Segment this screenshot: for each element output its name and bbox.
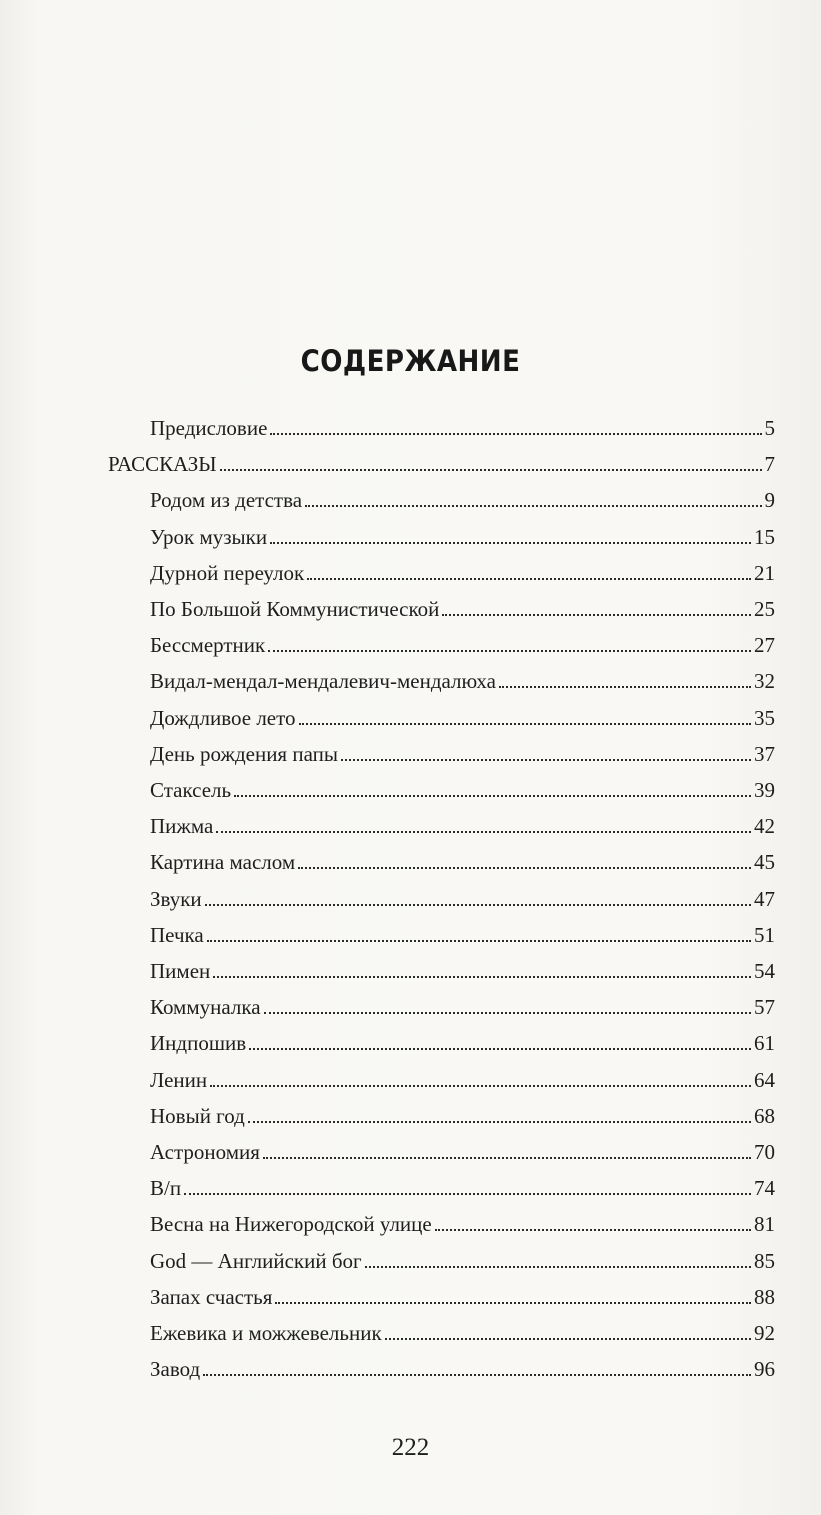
toc-leader-dots — [270, 433, 761, 435]
toc-entry-title: Весна на Нижегородской улице — [150, 1212, 432, 1237]
toc-entry-title: Индпошив — [150, 1031, 247, 1056]
toc-entry-title: Завод — [150, 1357, 201, 1382]
toc-leader-dots — [499, 686, 751, 688]
toc-entry-page: 92 — [754, 1321, 775, 1345]
toc-entry-page: 37 — [754, 741, 775, 766]
toc-entry-title: Предисловие — [150, 416, 268, 440]
toc-entry-page: 51 — [754, 922, 775, 947]
toc-entry-page: 64 — [754, 1067, 775, 1092]
toc-entry-title: Коммуналка — [150, 995, 261, 1020]
toc-entry-page: 7 — [764, 452, 775, 477]
toc-leader-dots — [442, 614, 751, 616]
toc-entry — [150, 1315, 775, 1345]
toc-entry-page: 81 — [754, 1212, 775, 1237]
toc-entry-page: 25 — [754, 597, 775, 621]
toc-leader-dots — [210, 1085, 751, 1087]
toc-entry-page: 42 — [754, 814, 775, 839]
toc-entry — [150, 953, 775, 983]
toc-entry — [150, 1279, 775, 1309]
toc-leader-dots — [249, 1048, 751, 1050]
toc-entry-title: God — Английский бог — [150, 1248, 362, 1273]
toc-entry — [150, 917, 775, 947]
toc-entry — [150, 772, 775, 802]
toc-leader-dots — [248, 1121, 751, 1123]
toc-entry-page: 32 — [754, 669, 775, 694]
toc-entry-title: Запах счастья — [150, 1284, 273, 1309]
toc-entry — [150, 410, 775, 440]
toc-entry-page: 47 — [754, 886, 775, 911]
toc-entry — [150, 1098, 775, 1128]
toc-entry-page: 96 — [754, 1357, 775, 1382]
toc-entry — [150, 482, 775, 512]
toc-leader-dots — [220, 469, 762, 471]
toc-entry-page: 74 — [754, 1176, 775, 1201]
toc-entry-title: Звуки — [150, 886, 202, 911]
toc-leader-dots — [207, 940, 751, 942]
toc-entry-title: Видал-мендал-мендалевич-мендалюха — [150, 669, 496, 694]
toc-entry-page: 9 — [764, 488, 775, 513]
toc-entry-title: По Большой Коммунистической — [150, 597, 440, 621]
toc-entry — [150, 736, 775, 766]
toc-entry-title: РАССКАЗЫ — [108, 452, 217, 477]
toc-entry — [150, 1243, 775, 1273]
toc-entry-title: Печка — [150, 922, 204, 947]
toc-entry-title: Урок музыки — [150, 524, 268, 549]
toc-entry-page: 88 — [754, 1284, 775, 1309]
toc-entry-page: 27 — [754, 633, 775, 658]
toc-leader-dots — [307, 578, 751, 580]
toc-entry — [150, 555, 775, 585]
toc-entry-title: Дурной переулок — [150, 560, 305, 585]
toc-entry — [150, 1351, 775, 1381]
toc-entry-title: Картина маслом — [150, 850, 296, 875]
toc-leader-dots — [234, 795, 751, 797]
toc-entry-title: Новый год — [150, 1103, 245, 1128]
toc-leader-dots — [264, 1012, 751, 1014]
page-title: СОДЕРЖАНИЕ — [300, 344, 521, 378]
toc-entry-page: 57 — [754, 995, 775, 1020]
toc-leader-dots — [299, 723, 751, 725]
toc-leader-dots — [275, 1302, 751, 1304]
toc-entry — [150, 1062, 775, 1092]
toc-entry-page: 85 — [754, 1248, 775, 1273]
toc-entry — [150, 627, 775, 657]
toc-leader-dots — [365, 1266, 751, 1268]
toc-entry — [150, 808, 775, 838]
toc-entry — [150, 591, 775, 621]
toc-entry — [150, 1134, 775, 1164]
toc-entry-page: 21 — [754, 560, 775, 585]
toc-leader-dots — [270, 542, 751, 544]
toc-entry-page: 15 — [754, 524, 775, 549]
toc-entry — [108, 446, 775, 476]
toc-entry — [150, 989, 775, 1019]
toc-entry-page: 54 — [754, 959, 775, 983]
toc-entry — [150, 881, 775, 911]
toc-leader-dots — [385, 1338, 751, 1340]
toc-entry-page: 70 — [754, 1140, 775, 1164]
toc-leader-dots — [205, 904, 751, 906]
toc-entry — [150, 1170, 775, 1200]
toc-entry-page: 35 — [754, 705, 775, 730]
toc-leader-dots — [298, 867, 751, 869]
toc-entry-title: Дождливое лето — [150, 705, 296, 730]
toc-entry-title: Ленин — [150, 1067, 208, 1092]
toc-entry-title: Ежевика и можжевельник — [150, 1321, 382, 1345]
toc-entry — [150, 663, 775, 693]
toc-entry-title: В/п — [150, 1176, 182, 1201]
toc-entry-title: Пижма — [150, 814, 214, 839]
toc-leader-dots — [203, 1374, 751, 1376]
toc-entry-title: Астрономия — [150, 1140, 260, 1164]
toc-entry — [150, 844, 775, 874]
toc-leader-dots — [341, 759, 751, 761]
toc-entry-page: 5 — [764, 416, 775, 440]
toc-leader-dots — [305, 505, 761, 507]
toc-entry-page: 61 — [754, 1031, 775, 1056]
toc-leader-dots — [216, 831, 751, 833]
toc-entry-page: 68 — [754, 1103, 775, 1128]
toc-entry-title: Родом из детства — [150, 488, 303, 513]
toc-entry-title: День рождения папы — [150, 741, 338, 766]
toc-entry-title: Пимен — [150, 959, 211, 983]
toc-entry — [150, 700, 775, 730]
page-number: 222 — [391, 1434, 430, 1461]
toc-leader-dots — [268, 650, 751, 652]
toc-entry — [150, 519, 775, 549]
toc-entry-page: 45 — [754, 850, 775, 875]
toc-entry — [150, 1025, 775, 1055]
toc-leader-dots — [184, 1193, 751, 1195]
toc-entry-page: 39 — [754, 778, 775, 802]
toc-leader-dots — [213, 976, 751, 978]
toc-entry-title: Стаксель — [150, 778, 232, 802]
toc-leader-dots — [435, 1229, 751, 1231]
toc-entry — [150, 1206, 775, 1236]
toc-entry-title: Бессмертник — [150, 633, 266, 658]
toc-leader-dots — [263, 1157, 751, 1159]
